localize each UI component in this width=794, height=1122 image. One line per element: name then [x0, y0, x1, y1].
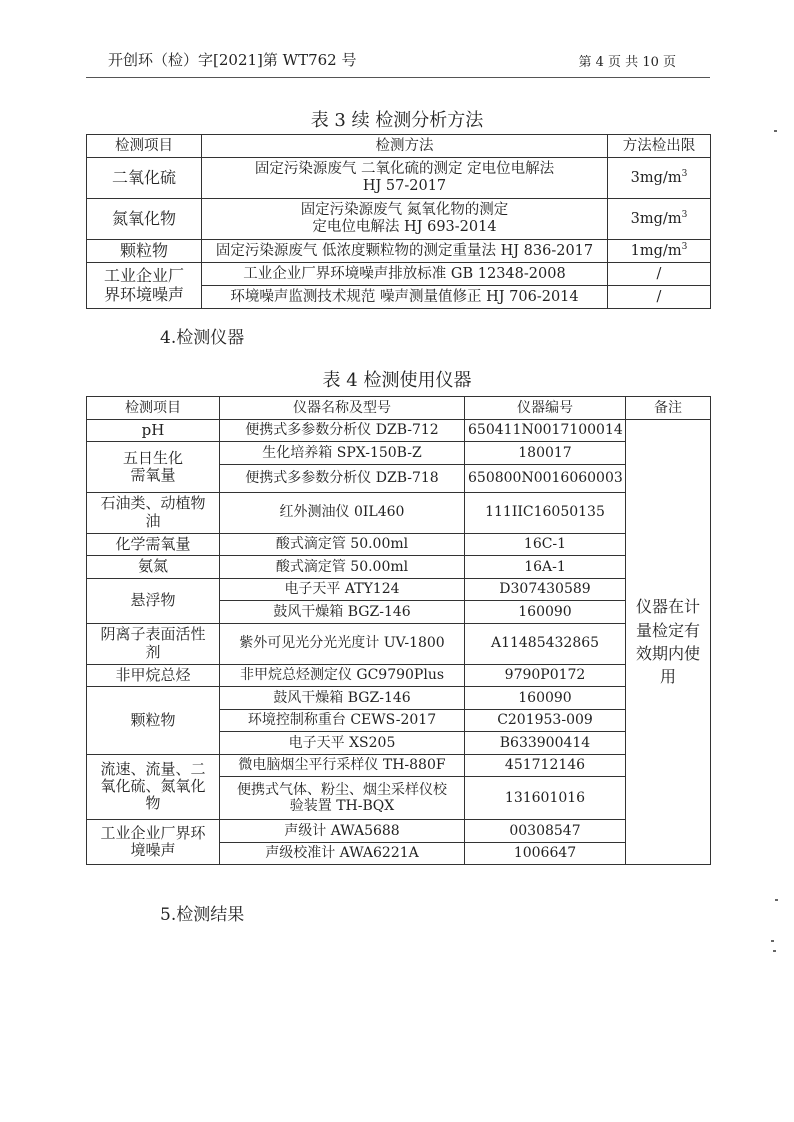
table-row [87, 687, 711, 710]
limit-exponent: 3 [681, 242, 688, 253]
header-divider [86, 77, 710, 78]
instrument-cell: 微电脑烟尘平行采样仪 TH-880F [220, 754, 465, 777]
method-line: 定电位电解法 HJ 693-2014 [312, 219, 497, 235]
table-row [87, 240, 711, 263]
instrument-cell: 鼓风干燥箱 BGZ-146 [220, 601, 465, 624]
instrument-id-cell: B633900414 [465, 732, 626, 755]
limit-exponent: 3 [681, 169, 688, 180]
item-cell: 氮氧化物 [87, 199, 202, 240]
method-cell [202, 199, 608, 240]
item-line: 阴离子表面活性 [100, 625, 206, 644]
analysis-methods-table [86, 134, 711, 309]
table-row [87, 556, 711, 579]
page-number: 第 4 页 共 10 页 [578, 55, 676, 70]
instrument-cell: 生化培养箱 SPX-150B-Z [220, 442, 465, 465]
item-line: 氧化硫、氮氧化 [100, 777, 206, 796]
remark-line: 仪器在计 [635, 597, 700, 617]
remark-line: 效期内使 [635, 643, 700, 663]
instrument-id-cell: 16A-1 [465, 556, 626, 579]
instrument-cell: 红外测油仪 0IL460 [220, 492, 465, 533]
instrument-id-cell: 9790P0172 [465, 664, 626, 687]
instrument-cell: 酸式滴定管 50.00ml [220, 556, 465, 579]
instrument-id-cell: 160090 [465, 601, 626, 624]
method-line: 固定污染源废气 二氧化硫的测定 定电位电解法 [254, 161, 555, 178]
scan-mark [774, 130, 777, 132]
table-row [87, 754, 711, 777]
item-line: 工业企业厂界环 [100, 823, 206, 842]
instrument-id-cell: 16C-1 [465, 533, 626, 556]
instruments-table [86, 396, 711, 865]
item-cell: 悬浮物 [87, 578, 220, 623]
limit-value: 1mg/m [630, 243, 682, 260]
instrument-line: 验装置 TH-BQX [289, 798, 395, 814]
scan-mark [771, 940, 774, 942]
table-row [87, 442, 711, 465]
instrument-id-cell: 650800N0016060003 [465, 464, 626, 492]
report-number: 开创环（检）字[2021]第 WT762 号 [108, 51, 357, 69]
column-header: 备注 [626, 397, 711, 420]
instrument-cell: 便携式多参数分析仪 DZB-712 [220, 419, 465, 442]
instrument-cell: 酸式滴定管 50.00ml [220, 533, 465, 556]
table-header-row [87, 397, 711, 420]
method-cell: 环境噪声监测技术规范 噪声测量值修正 HJ 706-2014 [202, 286, 608, 309]
instrument-line: 便携式气体、粉尘、烟尘采样仪校 [237, 781, 447, 798]
item-line: 境噪声 [130, 841, 176, 859]
instrument-cell: 鼓风干燥箱 BGZ-146 [220, 687, 465, 710]
instrument-id-cell: D307430589 [465, 578, 626, 601]
item-line: 油 [145, 511, 161, 530]
column-header: 检测项目 [87, 397, 220, 420]
scan-mark [773, 950, 776, 952]
item-cell: 颗粒物 [87, 687, 220, 755]
item-cell: 氨氮 [87, 556, 220, 579]
scan-mark [775, 899, 778, 901]
method-cell: 工业企业厂界环境噪声排放标准 GB 12348-2008 [202, 263, 608, 286]
table-header-row [87, 135, 711, 158]
item-cell [87, 263, 202, 309]
remark-cell [626, 419, 711, 865]
item-cell: pH [87, 419, 220, 442]
instrument-cell: 非甲烷总烃测定仪 GC9790Plus [220, 664, 465, 687]
item-cell: 颗粒物 [87, 240, 202, 263]
table-row [87, 664, 711, 687]
limit-cell [608, 240, 711, 263]
item-cell [87, 754, 220, 820]
instrument-id-cell: 1006647 [465, 842, 626, 865]
section-heading-results: 5.检测结果 [160, 905, 245, 925]
instrument-cell: 便携式多参数分析仪 DZB-718 [220, 464, 465, 492]
item-line: 剂 [145, 642, 161, 661]
instrument-id-cell: 00308547 [465, 820, 626, 843]
table-row [87, 533, 711, 556]
section-heading-instruments: 4.检测仪器 [160, 328, 245, 348]
item-line: 界环境噪声 [103, 284, 184, 304]
table-row [87, 578, 711, 601]
limit-cell [608, 158, 711, 199]
instrument-cell: 声级计 AWA5688 [220, 820, 465, 843]
column-header: 仪器名称及型号 [220, 397, 465, 420]
item-cell [87, 623, 220, 664]
instrument-id-cell: C201953-009 [465, 709, 626, 732]
instrument-cell: 电子天平 XS205 [220, 732, 465, 755]
item-line: 工业企业厂 [103, 266, 184, 286]
item-cell [87, 492, 220, 533]
table4-caption: 表 4 检测使用仪器 [322, 370, 472, 391]
method-cell [202, 158, 608, 199]
item-cell [87, 442, 220, 493]
table-row [87, 623, 711, 664]
column-header: 仪器编号 [465, 397, 626, 420]
remark-line: 量检定有 [635, 620, 700, 640]
table3-caption: 表 3 续 检测分析方法 [310, 110, 484, 131]
column-header: 检测方法 [202, 135, 608, 158]
item-cell: 非甲烷总烃 [87, 664, 220, 687]
instrument-id-cell: 180017 [465, 442, 626, 465]
item-line: 物 [145, 794, 161, 813]
table-row [87, 820, 711, 843]
item-line: 需氧量 [130, 465, 176, 484]
instrument-cell: 紫外可见光分光光度计 UV-1800 [220, 623, 465, 664]
item-cell: 二氧化硫 [87, 158, 202, 199]
table-row [87, 263, 711, 286]
column-header: 方法检出限 [608, 135, 711, 158]
limit-cell: / [608, 263, 711, 286]
limit-value: 3mg/m [630, 211, 682, 228]
item-cell [87, 820, 220, 865]
item-line: 流速、流量、二 [100, 759, 206, 778]
instrument-id-cell: 451712146 [465, 754, 626, 777]
item-line: 五日生化 [122, 448, 183, 467]
instrument-cell: 电子天平 ATY124 [220, 578, 465, 601]
method-cell: 固定污染源废气 低浓度颗粒物的测定重量法 HJ 836-2017 [202, 240, 608, 263]
instrument-cell: 环境控制称重台 CEWS-2017 [220, 709, 465, 732]
column-header: 检测项目 [87, 135, 202, 158]
remark-line: 用 [659, 666, 676, 686]
table-row [87, 419, 711, 442]
instrument-cell: 声级校准计 AWA6221A [220, 842, 465, 865]
limit-value: 3mg/m [630, 170, 682, 187]
table-row [87, 199, 711, 240]
instrument-id-cell: 650411N0017100014 [465, 419, 626, 442]
instrument-id-cell: 111IIC16050135 [465, 492, 626, 533]
limit-cell: / [608, 286, 711, 309]
instrument-id-cell: 160090 [465, 687, 626, 710]
limit-exponent: 3 [681, 210, 688, 221]
item-line: 石油类、动植物 [100, 494, 206, 513]
instrument-id-cell: A11485432865 [465, 623, 626, 664]
table-row [87, 492, 711, 533]
method-line: 固定污染源废气 氮氧化物的测定 [300, 202, 509, 219]
instrument-id-cell: 131601016 [465, 777, 626, 820]
method-line: HJ 57-2017 [362, 178, 447, 194]
table-row [87, 158, 711, 199]
limit-cell [608, 199, 711, 240]
instrument-cell [220, 777, 465, 820]
item-cell: 化学需氧量 [87, 533, 220, 556]
